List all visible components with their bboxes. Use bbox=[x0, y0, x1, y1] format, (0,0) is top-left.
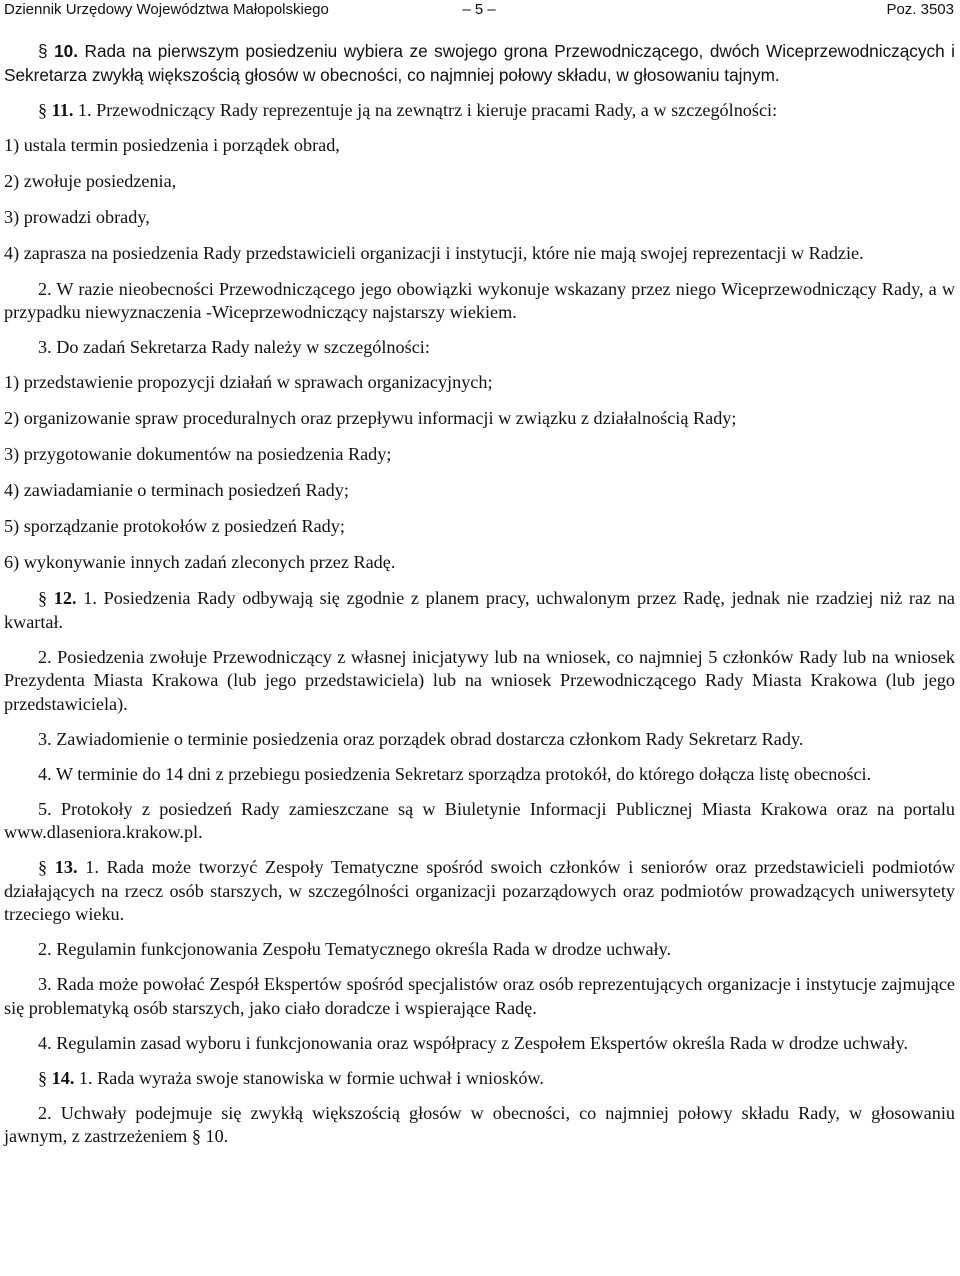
section-number: 13. bbox=[54, 857, 78, 877]
journal-title: Dziennik Urzędowy Województwa Małopolskiego bbox=[4, 1, 329, 18]
page-number: – 5 – bbox=[462, 1, 496, 18]
section-number: 10. bbox=[54, 41, 78, 61]
paragraph: 4. W terminie do 14 dni z przebiegu posiedzenia Sekretarz sporządza protokół, do którego dołącza listę obecności. bbox=[38, 763, 872, 784]
paragraph: 3. Zawiadomienie o terminie posiedzenia oraz porządek obrad dostarcza członkom Rady Sekretarz Rady. bbox=[38, 728, 804, 749]
section-10: § 10. Rada na pierwszym posiedzeniu wybiera ze swojego grona Przewodniczącego, dwóch Wiceprzewodniczących i Sekretarza zwykłą większością głosów w obecności, co najmniej połowy składu, w głosowaniu tajnym. bbox=[4, 41, 955, 85]
paragraph: 5. Protokoły z posiedzeń Rady zamieszczane są w Biuletynie Informacji Publicznej Miasta Krakowa oraz na portalu www.dlaseniora.krakow.pl. bbox=[4, 798, 955, 842]
section-number: 12. bbox=[53, 588, 77, 608]
paragraph: 3. Rada może powołać Zespół Ekspertów spośród specjalistów oraz osób reprezentujących organizacje i instytucje zajmujące się problematyką osób starszych, jako ciało doradcze i wspierające Radę. bbox=[4, 974, 955, 1018]
paragraph: 2. Uchwały podejmuje się zwykłą większością głosów w obecności, co najmniej połowy składu Rady, w głosowaniu jawnym, z zastrzeżeniem § 10. bbox=[4, 1102, 955, 1146]
list-item: 3) przygotowanie dokumentów na posiedzenia Rady; bbox=[4, 444, 392, 464]
list-item: 2) organizowanie spraw proceduralnych oraz przepływu informacji w związku z działalnością Rady; bbox=[4, 408, 737, 428]
paragraph: 3. Do zadań Sekretarza Rady należy w szczególności: bbox=[38, 337, 430, 357]
page-header bbox=[4, 0, 954, 20]
section-11: § 11. 1. Przewodniczący Rady reprezentuje ją na zewnątrz i kieruje pracami Rady, a w szczególności: bbox=[38, 99, 778, 120]
list-item: 1) ustala termin posiedzenia i porządek obrad, bbox=[4, 134, 340, 155]
list-item: 2) zwołuje posiedzenia, bbox=[4, 170, 177, 191]
list-item: 5) sporządzanie protokołów z posiedzeń Rady; bbox=[4, 516, 345, 536]
section-13: § 13. 1. Rada może tworzyć Zespoły Tematyczne spośród swoich członków i seniorów oraz przedstawicieli podmiotów działających na rzecz osób starszych, w szczególności organizacji pozarządowych oraz podmiotów prowadzących uniwersytety trzeciego wieku. bbox=[4, 857, 955, 924]
paragraph: 2. Posiedzenia zwołuje Przewodniczący z własnej inicjatywy lub na wniosek, co najmniej 5 członków Rady lub na wniosek Prezydenta Miasta Krakowa (lub jego przedstawiciela) lub na wniosek Przewodniczącego Rady Miasta Krakowa (lub jego przedstawiciela). bbox=[4, 646, 955, 714]
section-number: 14. bbox=[51, 1067, 75, 1088]
paragraph: 2. Regulamin funkcjonowania Zespołu Tematycznego określa Rada w drodze uchwały. bbox=[38, 939, 672, 959]
document-body bbox=[4, 40, 955, 1160]
section-number: 11. bbox=[51, 99, 74, 120]
list-item: 1) przedstawienie propozycji działań w sprawach organizacyjnych; bbox=[4, 372, 493, 392]
section-14: § 14. 1. Rada wyraża swoje stanowiska w formie uchwał i wniosków. bbox=[38, 1067, 544, 1088]
list-item: 4) zaprasza na posiedzenia Rady przedstawicieli organizacji i instytucji, które nie mają swojej reprezentacji w Radzie. bbox=[4, 242, 864, 263]
list-item: 3) prowadzi obrady, bbox=[4, 206, 150, 227]
paragraph: 4. Regulamin zasad wyboru i funkcjonowania oraz współpracy z Zespołem Ekspertów określa Rada w drodze uchwały. bbox=[38, 1032, 909, 1053]
section-12: § 12. 1. Posiedzenia Rady odbywają się zgodnie z planem pracy, uchwalonym przez Radę, jednak nie rzadziej niż raz na kwartał. bbox=[4, 588, 955, 632]
position-number: Poz. 3503 bbox=[886, 1, 954, 18]
list-item: 6) wykonywanie innych zadań zleconych przez Radę. bbox=[4, 552, 396, 572]
list-item: 4) zawiadamianie o terminach posiedzeń Rady; bbox=[4, 480, 349, 500]
paragraph: 2. W razie nieobecności Przewodniczącego jego obowiązki wykonuje wskazany przez niego Wiceprzewodniczący Rady, a w przypadku niewyznaczenia -Wiceprzewodniczący najstarszy wiekiem. bbox=[4, 278, 955, 322]
